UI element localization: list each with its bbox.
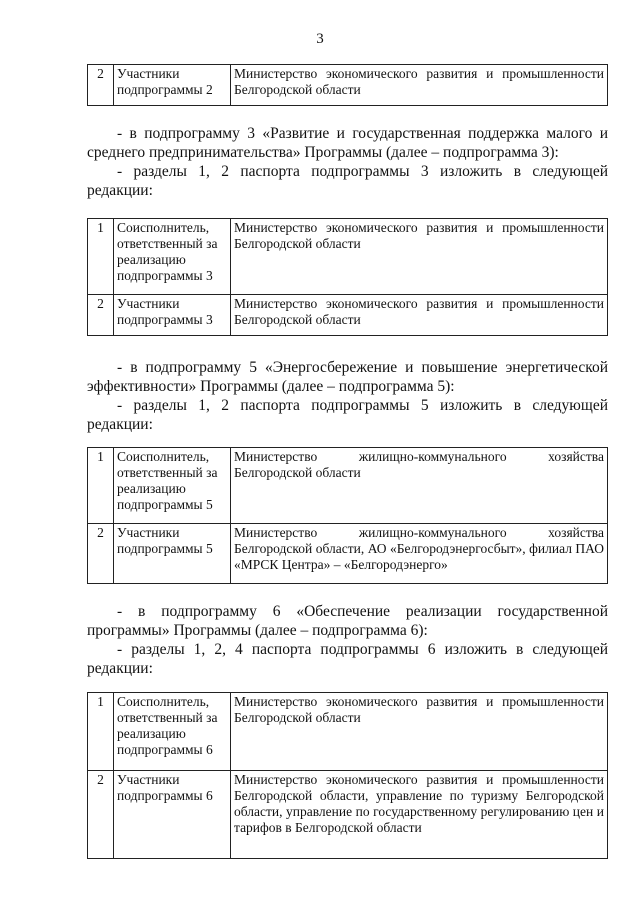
- row-number: 2: [88, 771, 114, 859]
- instruction-line: - разделы 1, 2 паспорта подпрограммы 5 изложить в следующей редакции:: [87, 397, 608, 433]
- table-row: [88, 219, 608, 295]
- table-row: [88, 295, 608, 336]
- passport-table-subprogram-3: [87, 218, 608, 336]
- row-number: 2: [88, 524, 114, 584]
- instruction-subprogram-5: [87, 358, 608, 434]
- row-role: Соисполнитель, ответственный за реализацию подпрограммы 3: [114, 219, 231, 295]
- row-number: 2: [88, 295, 114, 336]
- instruction-subprogram-3: [87, 124, 608, 200]
- table-row: [88, 771, 608, 859]
- row-role: Соисполнитель, ответственный за реализацию подпрограммы 6: [114, 693, 231, 771]
- row-text: Министерство экономического развития и промышленности Белгородской области, управление по туризму Белгородской области, управление по государственному регулированию цен и тарифов в Белгородской области: [231, 771, 608, 859]
- row-role: Участники подпрограммы 5: [114, 524, 231, 584]
- row-number: 1: [88, 693, 114, 771]
- instruction-line: - в подпрограмму 5 «Энергосбережение и повышение энергетической эффективности» Программы (далее – подпрограмма 5):: [87, 359, 608, 395]
- row-text: Министерство экономического развития и промышленности Белгородской области: [231, 693, 608, 771]
- table-row: [88, 693, 608, 771]
- passport-table-subprogram-6: [87, 692, 608, 859]
- page-number: 3: [316, 31, 324, 47]
- row-text: Министерство экономического развития и промышленности Белгородской области: [231, 295, 608, 336]
- row-role: Соисполнитель, ответственный за реализацию подпрограммы 5: [114, 448, 231, 524]
- row-role: Участники подпрограммы 6: [114, 771, 231, 859]
- row-role: Участники подпрограммы 2: [114, 65, 231, 106]
- row-text: Министерство экономического развития и промышленности Белгородской области: [231, 65, 608, 106]
- table-row: [88, 448, 608, 524]
- passport-table-subprogram-2: [87, 64, 608, 106]
- instruction-subprogram-6: [87, 602, 608, 678]
- row-number: 2: [88, 65, 114, 106]
- instruction-line: - в подпрограмму 3 «Развитие и государственная поддержка малого и среднего предпринимательства» Программы (далее – подпрограмма 3):: [87, 125, 608, 161]
- table-row: [88, 65, 608, 106]
- instruction-line: - разделы 1, 2 паспорта подпрограммы 3 изложить в следующей редакции:: [87, 163, 608, 199]
- row-number: 1: [88, 219, 114, 295]
- instruction-line: - разделы 1, 2, 4 паспорта подпрограммы 6 изложить в следующей редакции:: [87, 641, 608, 677]
- row-role: Участники подпрограммы 3: [114, 295, 231, 336]
- row-text: Министерство жилищно-коммунального хозяйства Белгородской области, АО «Белгородэнергосбыт», филиал ПАО «МРСК Центра» – «Белгородэнерго»: [231, 524, 608, 584]
- passport-table-subprogram-5: [87, 447, 608, 584]
- table-row: [88, 524, 608, 584]
- row-number: 1: [88, 448, 114, 524]
- instruction-line: - в подпрограмму 6 «Обеспечение реализации государственной программы» Программы (далее – подпрограмма 6):: [87, 603, 608, 639]
- row-text: Министерство жилищно-коммунального хозяйства Белгородской области: [231, 448, 608, 524]
- row-text: Министерство экономического развития и промышленности Белгородской области: [231, 219, 608, 295]
